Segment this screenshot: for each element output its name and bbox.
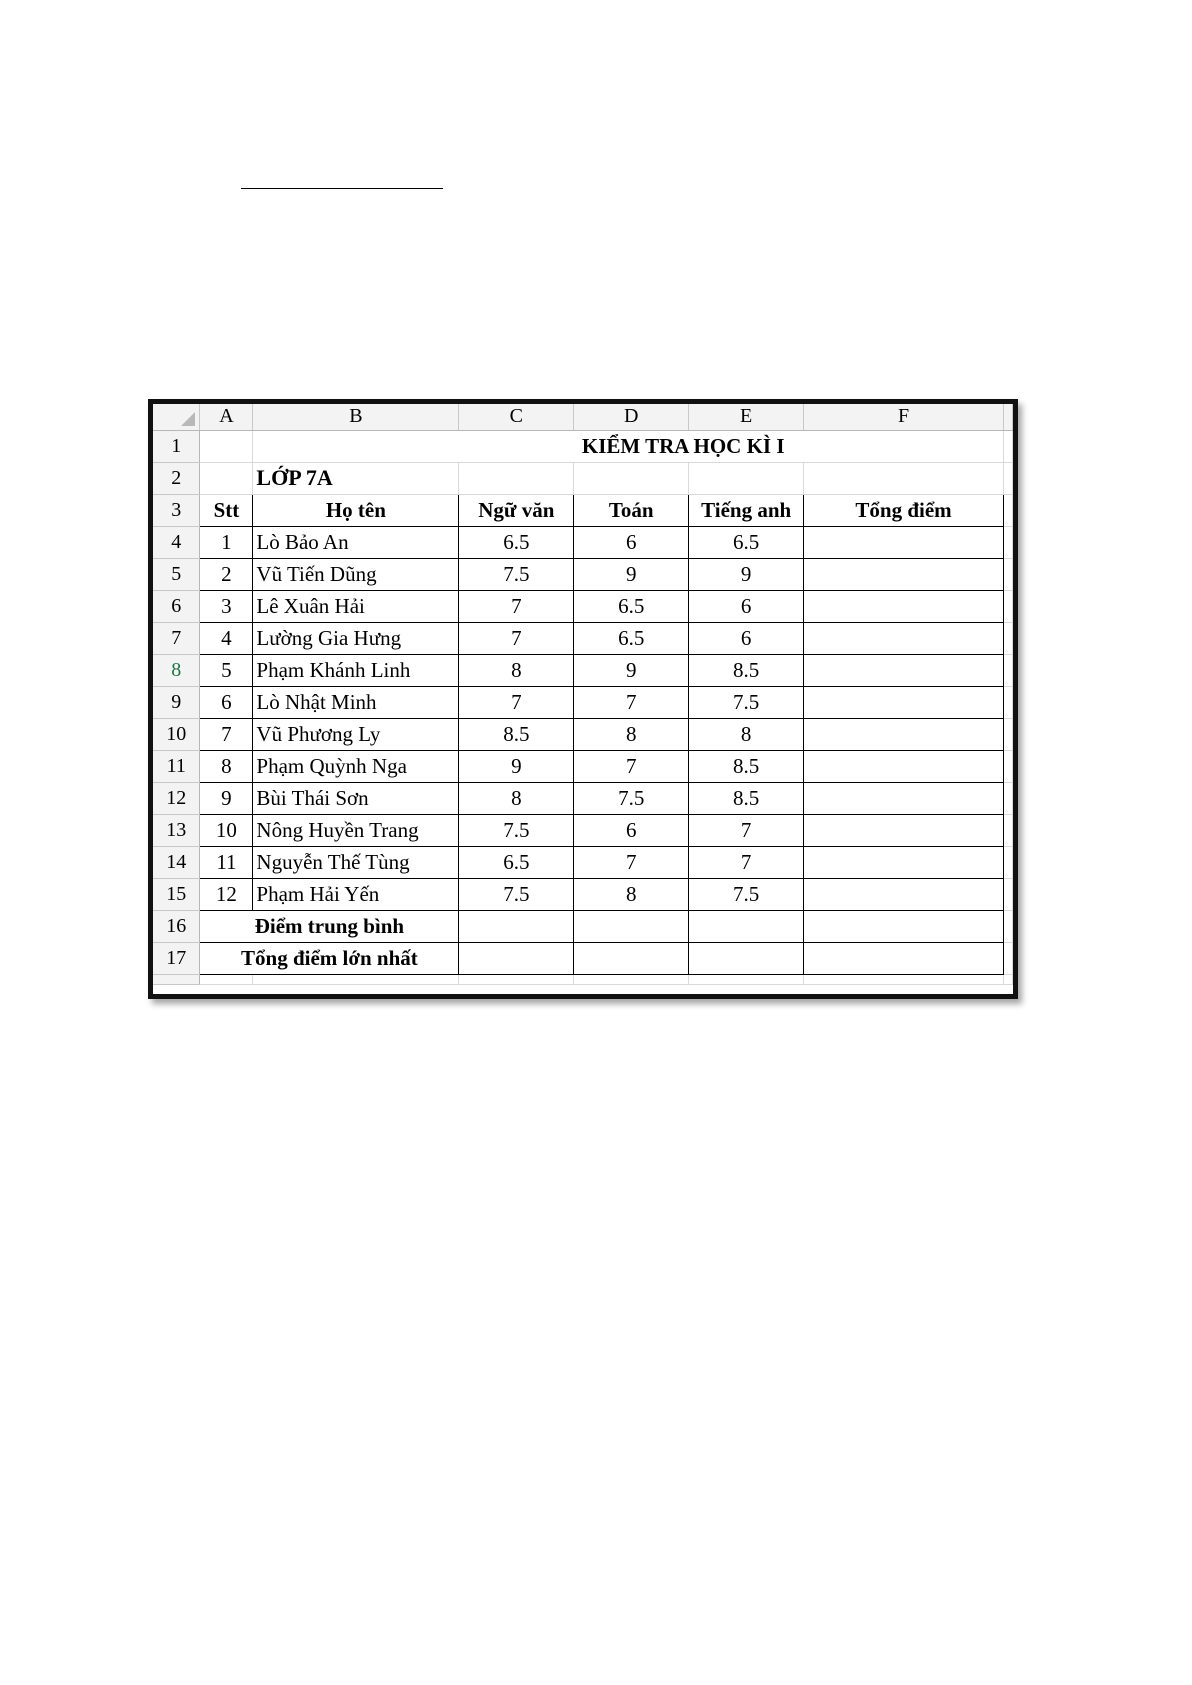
cell[interactable]: [1003, 846, 1012, 878]
row-header-16[interactable]: 16: [153, 910, 200, 942]
column-header-f[interactable]: F: [804, 404, 1004, 430]
cell[interactable]: [1003, 974, 1012, 984]
cell[interactable]: [200, 974, 253, 984]
tong-diem-cell[interactable]: [804, 782, 1004, 814]
row-header-12[interactable]: 12: [153, 782, 200, 814]
cell[interactable]: [1003, 814, 1012, 846]
tieng-anh-cell[interactable]: 8.5: [689, 782, 804, 814]
toan-cell[interactable]: 7: [574, 846, 689, 878]
cell[interactable]: [1003, 462, 1012, 494]
toan-cell[interactable]: 6.5: [574, 622, 689, 654]
stt-cell[interactable]: 9: [200, 782, 253, 814]
cell[interactable]: [804, 974, 1004, 984]
tieng-anh-cell[interactable]: 7: [689, 846, 804, 878]
stt-cell[interactable]: 12: [200, 878, 253, 910]
cell[interactable]: [574, 462, 689, 494]
row-header-6[interactable]: 6: [153, 590, 200, 622]
header-tong-diem[interactable]: Tổng điểm: [804, 494, 1004, 526]
stt-cell[interactable]: 10: [200, 814, 253, 846]
row-header-7[interactable]: 7: [153, 622, 200, 654]
average-toan[interactable]: [574, 910, 689, 942]
cell[interactable]: [459, 974, 574, 984]
sheet-row-2: [153, 462, 1013, 494]
cell[interactable]: [1003, 910, 1012, 942]
sheet-row-1: [153, 430, 1013, 462]
ngu-van-cell[interactable]: 8: [459, 654, 574, 686]
cell[interactable]: [1003, 718, 1012, 750]
cell[interactable]: [253, 974, 459, 984]
column-header-g: [1003, 404, 1012, 430]
toan-cell[interactable]: 8: [574, 718, 689, 750]
table-row: [153, 782, 1013, 814]
row-header-2[interactable]: 2: [153, 462, 200, 494]
tong-diem-cell[interactable]: [804, 558, 1004, 590]
table-row: [153, 558, 1013, 590]
tong-diem-cell[interactable]: [804, 654, 1004, 686]
name-cell[interactable]: Bùi Thái Sơn: [253, 782, 459, 814]
cell[interactable]: [1003, 782, 1012, 814]
ngu-van-cell[interactable]: 7: [459, 622, 574, 654]
ngu-van-cell[interactable]: 7.5: [459, 558, 574, 590]
cell[interactable]: [689, 462, 804, 494]
row-header-9[interactable]: 9: [153, 686, 200, 718]
name-cell[interactable]: Lường Gia Hưng: [253, 622, 459, 654]
toan-cell[interactable]: 6: [574, 814, 689, 846]
cell[interactable]: [804, 462, 1004, 494]
toan-cell[interactable]: 7.5: [574, 782, 689, 814]
cell[interactable]: [1003, 494, 1012, 526]
sheet-row-partial: [153, 974, 1013, 984]
tong-diem-cell[interactable]: [804, 878, 1004, 910]
ngu-van-cell[interactable]: 8.5: [459, 718, 574, 750]
header-ngu-van[interactable]: Ngữ văn: [459, 494, 574, 526]
tong-diem-cell[interactable]: [804, 622, 1004, 654]
summary-label-average[interactable]: Điểm trung bình: [200, 910, 459, 942]
column-header-b[interactable]: B: [253, 404, 459, 430]
cell[interactable]: [1003, 590, 1012, 622]
stt-cell[interactable]: 2: [200, 558, 253, 590]
name-cell[interactable]: Lò Nhật Minh: [253, 686, 459, 718]
stt-cell[interactable]: 4: [200, 622, 253, 654]
average-tong-diem[interactable]: [804, 910, 1004, 942]
stt-cell[interactable]: 8: [200, 750, 253, 782]
row-header-1[interactable]: 1: [153, 430, 200, 462]
table-row: [153, 750, 1013, 782]
max-tieng-anh[interactable]: [689, 942, 804, 974]
toan-cell[interactable]: 9: [574, 654, 689, 686]
average-tieng-anh[interactable]: [689, 910, 804, 942]
sheet-row-17: [153, 942, 1013, 974]
table-row: [153, 686, 1013, 718]
row-header-11[interactable]: 11: [153, 750, 200, 782]
name-cell[interactable]: Nguyễn Thế Tùng: [253, 846, 459, 878]
ngu-van-cell[interactable]: 7: [459, 686, 574, 718]
name-cell[interactable]: Phạm Quỳnh Nga: [253, 750, 459, 782]
table-row: [153, 654, 1013, 686]
table-row: [153, 878, 1013, 910]
column-header-d[interactable]: D: [574, 404, 689, 430]
row-header-18[interactable]: [153, 974, 200, 984]
tieng-anh-cell[interactable]: 9: [689, 558, 804, 590]
column-header-a[interactable]: A: [200, 404, 253, 430]
name-cell[interactable]: Phạm Hải Yến: [253, 878, 459, 910]
max-toan[interactable]: [574, 942, 689, 974]
tong-diem-cell[interactable]: [804, 526, 1004, 558]
toan-cell[interactable]: 6: [574, 526, 689, 558]
cell[interactable]: [1003, 878, 1012, 910]
cell[interactable]: [200, 462, 253, 494]
stt-cell[interactable]: 5: [200, 654, 253, 686]
header-tieng-anh[interactable]: Tiếng anh: [689, 494, 804, 526]
cell[interactable]: [200, 430, 253, 462]
table-row: [153, 814, 1013, 846]
cell[interactable]: [1003, 750, 1012, 782]
ngu-van-cell[interactable]: 7.5: [459, 814, 574, 846]
stt-cell[interactable]: 6: [200, 686, 253, 718]
cell[interactable]: [1003, 654, 1012, 686]
header-ho-ten[interactable]: Họ tên: [253, 494, 459, 526]
max-ngu-van[interactable]: [459, 942, 574, 974]
tieng-anh-cell[interactable]: 6: [689, 590, 804, 622]
tieng-anh-cell[interactable]: 7.5: [689, 878, 804, 910]
tong-diem-cell[interactable]: [804, 750, 1004, 782]
toan-cell[interactable]: 9: [574, 558, 689, 590]
cell[interactable]: [689, 974, 804, 984]
name-cell[interactable]: Vũ Tiến Dũng: [253, 558, 459, 590]
row-header-13[interactable]: 13: [153, 814, 200, 846]
select-all-corner[interactable]: [153, 404, 200, 430]
max-tong-diem[interactable]: [804, 942, 1004, 974]
sheet-row-3: [153, 494, 1013, 526]
header-stt[interactable]: Stt: [200, 494, 253, 526]
row-header-10[interactable]: 10: [153, 718, 200, 750]
table-row: [153, 718, 1013, 750]
toan-cell[interactable]: 8: [574, 878, 689, 910]
tong-diem-cell[interactable]: [804, 590, 1004, 622]
stt-cell[interactable]: 1: [200, 526, 253, 558]
tieng-anh-cell[interactable]: 6.5: [689, 526, 804, 558]
ngu-van-cell[interactable]: 9: [459, 750, 574, 782]
tong-diem-cell[interactable]: [804, 846, 1004, 878]
row-header-8[interactable]: 8: [153, 654, 200, 686]
table-row: [153, 590, 1013, 622]
ngu-van-cell[interactable]: 7.5: [459, 878, 574, 910]
column-header-row: [153, 404, 1013, 430]
table-row: [153, 526, 1013, 558]
ngu-van-cell[interactable]: 6.5: [459, 526, 574, 558]
stt-cell[interactable]: 3: [200, 590, 253, 622]
tong-diem-cell[interactable]: [804, 686, 1004, 718]
name-cell[interactable]: Nông Huyền Trang: [253, 814, 459, 846]
tieng-anh-cell[interactable]: 6: [689, 622, 804, 654]
spreadsheet-grid: [153, 404, 1013, 985]
column-header-e[interactable]: E: [689, 404, 804, 430]
cell[interactable]: [574, 974, 689, 984]
cell[interactable]: [459, 462, 574, 494]
sheet-row-16: [153, 910, 1013, 942]
summary-label-max[interactable]: Tổng điểm lớn nhất: [200, 942, 459, 974]
cell[interactable]: [1003, 942, 1012, 974]
cell[interactable]: [1003, 622, 1012, 654]
tieng-anh-cell[interactable]: 7: [689, 814, 804, 846]
toan-cell[interactable]: 7: [574, 750, 689, 782]
cell[interactable]: [1003, 430, 1012, 462]
decorative-underline: [241, 188, 443, 189]
tong-diem-cell[interactable]: [804, 814, 1004, 846]
row-header-5[interactable]: 5: [153, 558, 200, 590]
column-header-c[interactable]: C: [459, 404, 574, 430]
ngu-van-cell[interactable]: 6.5: [459, 846, 574, 878]
tieng-anh-cell[interactable]: 8.5: [689, 654, 804, 686]
row-header-17[interactable]: 17: [153, 942, 200, 974]
class-label[interactable]: LỚP 7A: [253, 462, 459, 494]
tieng-anh-cell[interactable]: 7.5: [689, 686, 804, 718]
stt-cell[interactable]: 11: [200, 846, 253, 878]
row-header-3[interactable]: 3: [153, 494, 200, 526]
ngu-van-cell[interactable]: 7: [459, 590, 574, 622]
tong-diem-cell[interactable]: [804, 718, 1004, 750]
toan-cell[interactable]: 7: [574, 686, 689, 718]
cell[interactable]: [1003, 558, 1012, 590]
ngu-van-cell[interactable]: 8: [459, 782, 574, 814]
row-header-14[interactable]: 14: [153, 846, 200, 878]
name-cell[interactable]: Vũ Phương Ly: [253, 718, 459, 750]
table-row: [153, 622, 1013, 654]
name-cell[interactable]: Lò Bảo An: [253, 526, 459, 558]
average-ngu-van[interactable]: [459, 910, 574, 942]
cell[interactable]: [1003, 526, 1012, 558]
name-cell[interactable]: Phạm Khánh Linh: [253, 654, 459, 686]
row-header-4[interactable]: 4: [153, 526, 200, 558]
cell[interactable]: [1003, 686, 1012, 718]
toan-cell[interactable]: 6.5: [574, 590, 689, 622]
spreadsheet-screenshot: [148, 399, 1018, 999]
tieng-anh-cell[interactable]: 8: [689, 718, 804, 750]
name-cell[interactable]: Lê Xuân Hải: [253, 590, 459, 622]
row-header-15[interactable]: 15: [153, 878, 200, 910]
stt-cell[interactable]: 7: [200, 718, 253, 750]
table-row: [153, 846, 1013, 878]
header-toan[interactable]: Toán: [574, 494, 689, 526]
sheet-title[interactable]: KIỂM TRA HỌC KÌ I: [253, 430, 1004, 462]
tieng-anh-cell[interactable]: 8.5: [689, 750, 804, 782]
